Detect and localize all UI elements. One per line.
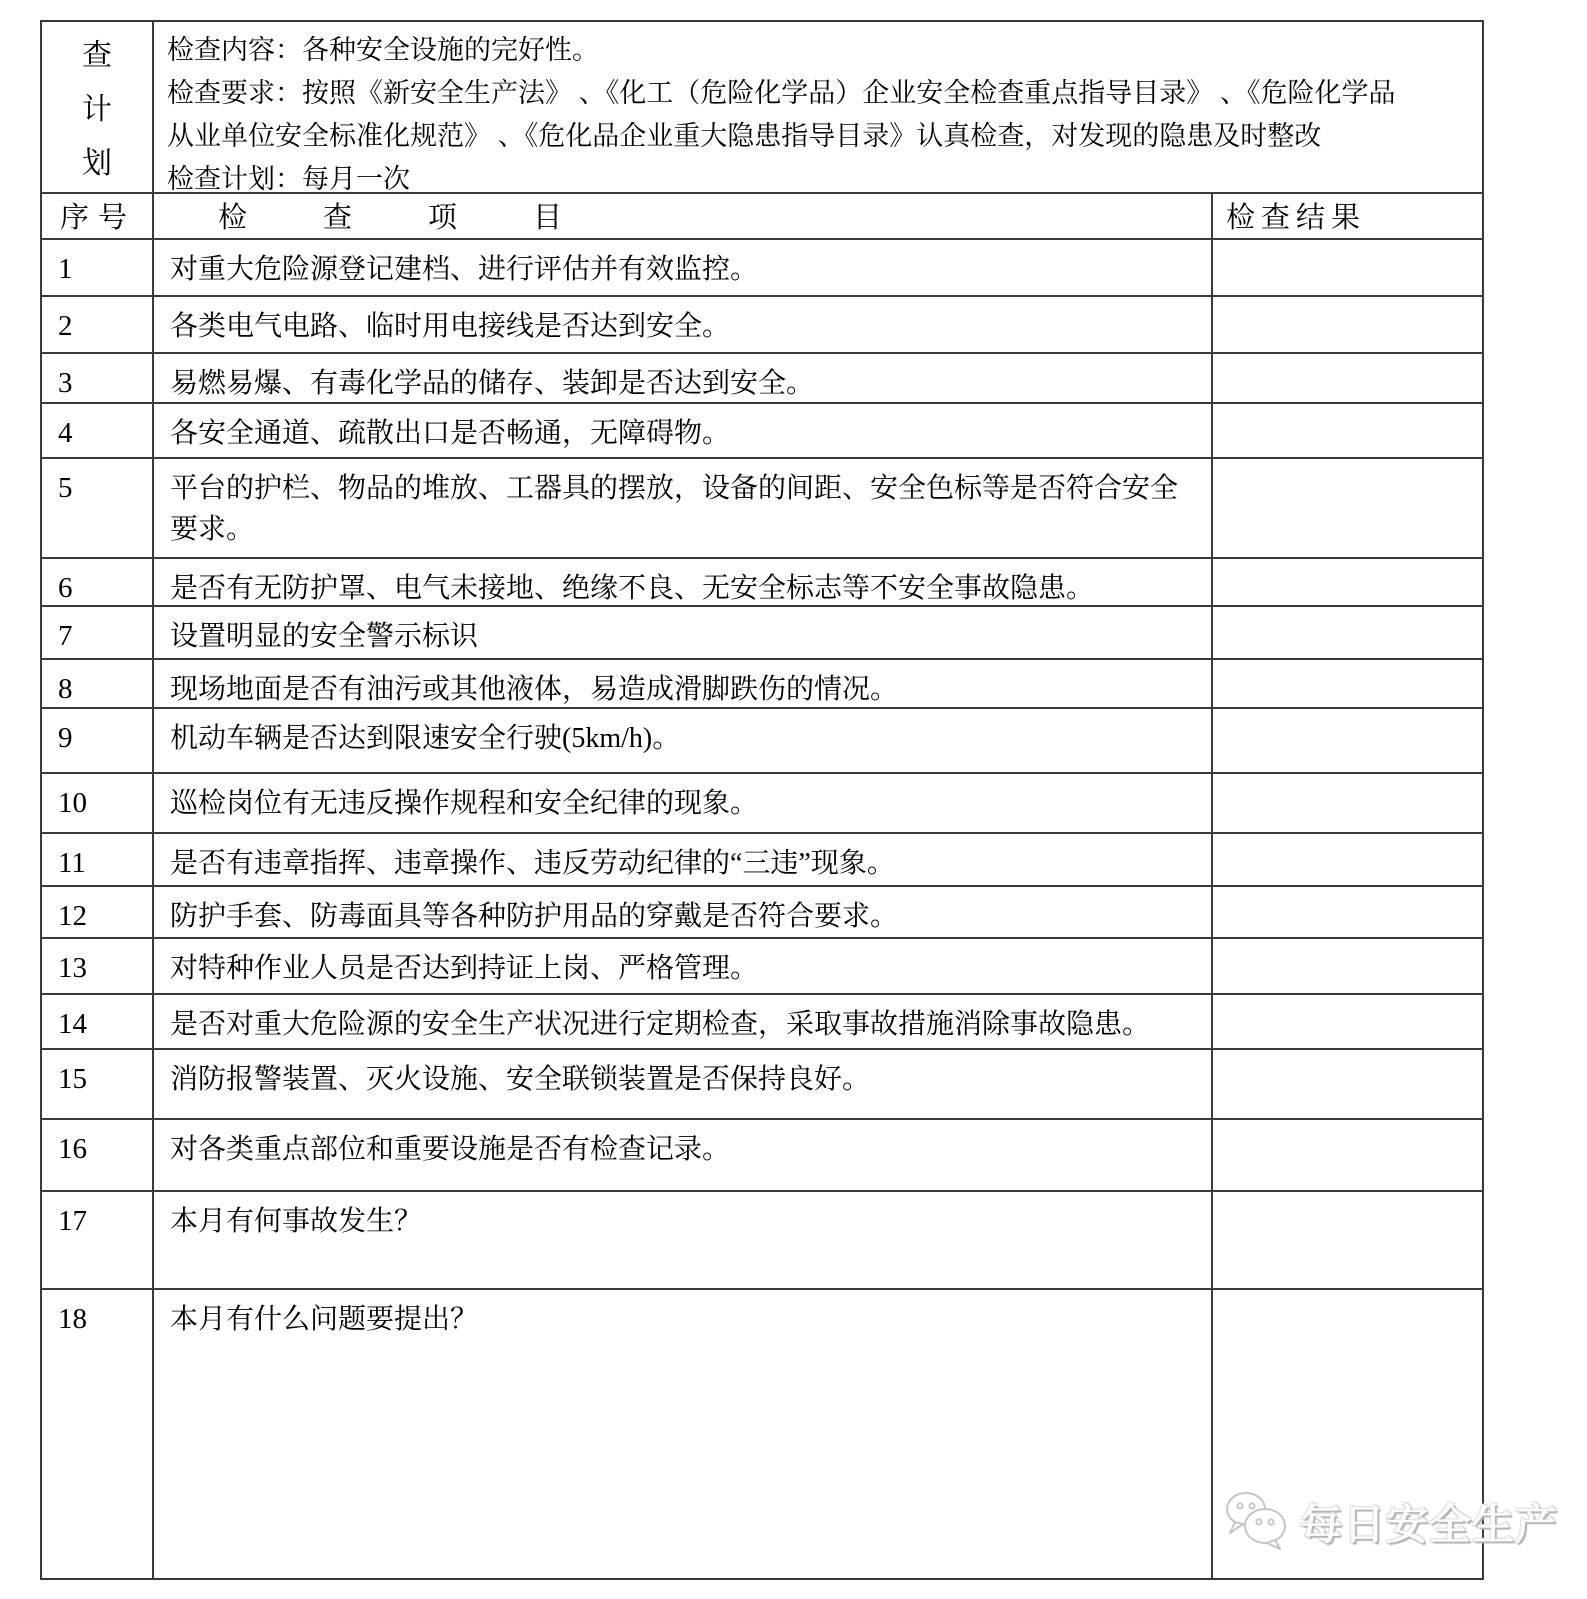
result-cell bbox=[1213, 1120, 1482, 1190]
row-item-text: 消防报警装置、灭火设施、安全联锁装置是否保持良好。 bbox=[154, 1050, 1213, 1118]
row-item-text: 各类电气电路、临时用电接线是否达到安全。 bbox=[154, 297, 1213, 352]
row-item-text: 易燃易爆、有毒化学品的储存、装卸是否达到安全。 bbox=[154, 354, 1213, 402]
row-item-text: 机动车辆是否达到限速安全行驶(5km/h)。 bbox=[154, 709, 1213, 772]
inspection-table bbox=[40, 20, 1484, 1580]
result-cell bbox=[1213, 887, 1482, 937]
plan-content-cell bbox=[154, 22, 1482, 192]
row-item-text: 是否有违章指挥、违章操作、违反劳动纪律的“三违”现象。 bbox=[154, 834, 1213, 885]
watermark-text: 每日安全生产 bbox=[1300, 1500, 1559, 1548]
row-number: 5 bbox=[42, 459, 154, 557]
table-row bbox=[42, 1192, 1482, 1290]
result-cell bbox=[1213, 660, 1482, 707]
row-number: 17 bbox=[42, 1192, 154, 1288]
row-item-text: 是否对重大危险源的安全生产状况进行定期检查，采取事故措施消除事故隐患。 bbox=[154, 995, 1213, 1048]
table-row bbox=[42, 939, 1482, 995]
result-cell bbox=[1213, 240, 1482, 295]
table-row bbox=[42, 995, 1482, 1050]
table-row bbox=[42, 709, 1482, 774]
row-item-text: 本月有何事故发生？ bbox=[154, 1192, 1213, 1288]
row-number: 10 bbox=[42, 774, 154, 832]
row-item-text: 对特种作业人员是否达到持证上岗、严格管理。 bbox=[154, 939, 1213, 993]
row-item-text: 现场地面是否有油污或其他液体，易造成滑脚跌伤的情况。 bbox=[154, 660, 1213, 707]
table-row bbox=[42, 887, 1482, 939]
wechat-icon bbox=[1222, 1488, 1290, 1555]
row-number: 8 bbox=[42, 660, 154, 707]
col-header-item: 检查项目 bbox=[154, 194, 1213, 238]
plan-line-content: 检查内容：各种安全设施的完好性。 bbox=[167, 35, 599, 65]
row-item-text: 各安全通道、疏散出口是否畅通，无障碍物。 bbox=[154, 404, 1213, 457]
row-number: 16 bbox=[42, 1120, 154, 1190]
watermark bbox=[1222, 1488, 1558, 1555]
row-number: 15 bbox=[42, 1050, 154, 1118]
table-row bbox=[42, 1120, 1482, 1192]
table-row bbox=[42, 297, 1482, 354]
row-number: 1 bbox=[42, 240, 154, 295]
plan-side-cell bbox=[42, 22, 154, 192]
plan-line-requirement-cont: 从业单位安全标准化规范》 、《危化品企业重大隐患指导目录》认真检查，对发现的隐患及时整改 bbox=[167, 121, 1322, 151]
row-number: 14 bbox=[42, 995, 154, 1048]
row-item-text: 平台的护栏、物品的堆放、工器具的摆放，设备的间距、安全色标等是否符合安全要求。 bbox=[154, 459, 1213, 557]
table-row bbox=[42, 559, 1482, 607]
row-number: 11 bbox=[42, 834, 154, 885]
result-cell bbox=[1213, 709, 1482, 772]
row-item-text: 对各类重点部位和重要设施是否有检查记录。 bbox=[154, 1120, 1213, 1190]
row-item-text: 本月有什么问题要提出？ bbox=[154, 1290, 1213, 1578]
result-cell bbox=[1213, 607, 1482, 658]
plan-line-requirement: 检查要求：按照《新安全生产法》 、《化工（危险化学品）企业安全检查重点指导目录》 、《危险化学品 bbox=[167, 78, 1396, 108]
result-cell bbox=[1213, 559, 1482, 605]
row-number: 4 bbox=[42, 404, 154, 457]
table-row bbox=[42, 404, 1482, 459]
result-cell bbox=[1213, 939, 1482, 993]
row-item-text: 对重大危险源登记建档、进行评估并有效监控。 bbox=[154, 240, 1213, 295]
row-number: 18 bbox=[42, 1290, 154, 1578]
result-cell bbox=[1213, 774, 1482, 832]
table-row bbox=[42, 660, 1482, 709]
col-header-result: 检查结果 bbox=[1226, 202, 1367, 234]
row-number: 12 bbox=[42, 887, 154, 937]
row-number: 9 bbox=[42, 709, 154, 772]
row-number: 3 bbox=[42, 354, 154, 402]
row-item-text: 是否有无防护罩、电气未接地、绝缘不良、无安全标志等不安全事故隐患。 bbox=[154, 559, 1213, 605]
result-cell bbox=[1213, 834, 1482, 885]
result-cell bbox=[1213, 297, 1482, 352]
row-number: 13 bbox=[42, 939, 154, 993]
result-cell bbox=[1213, 404, 1482, 457]
plan-side-label: 查计划 bbox=[82, 39, 112, 180]
result-cell bbox=[1213, 1192, 1482, 1288]
table-row bbox=[42, 834, 1482, 887]
row-number: 6 bbox=[42, 559, 154, 605]
col-header-number: 序号 bbox=[42, 194, 154, 238]
row-number: 2 bbox=[42, 297, 154, 352]
row-item-text: 防护手套、防毒面具等各种防护用品的穿戴是否符合要求。 bbox=[154, 887, 1213, 937]
column-header-row bbox=[42, 194, 1482, 240]
result-cell bbox=[1213, 459, 1482, 557]
table-row bbox=[42, 774, 1482, 834]
plan-line-schedule: 检查计划：每月一次 bbox=[167, 164, 410, 192]
table-row bbox=[42, 354, 1482, 404]
table-row bbox=[42, 240, 1482, 297]
row-item-text: 设置明显的安全警示标识 bbox=[154, 607, 1213, 658]
result-cell bbox=[1213, 1050, 1482, 1118]
table-row bbox=[42, 607, 1482, 660]
row-item-text: 巡检岗位有无违反操作规程和安全纪律的现象。 bbox=[154, 774, 1213, 832]
table-row bbox=[42, 1050, 1482, 1120]
row-number: 7 bbox=[42, 607, 154, 658]
plan-header-row bbox=[42, 22, 1482, 194]
result-cell bbox=[1213, 354, 1482, 402]
result-cell bbox=[1213, 995, 1482, 1048]
table-row bbox=[42, 459, 1482, 559]
